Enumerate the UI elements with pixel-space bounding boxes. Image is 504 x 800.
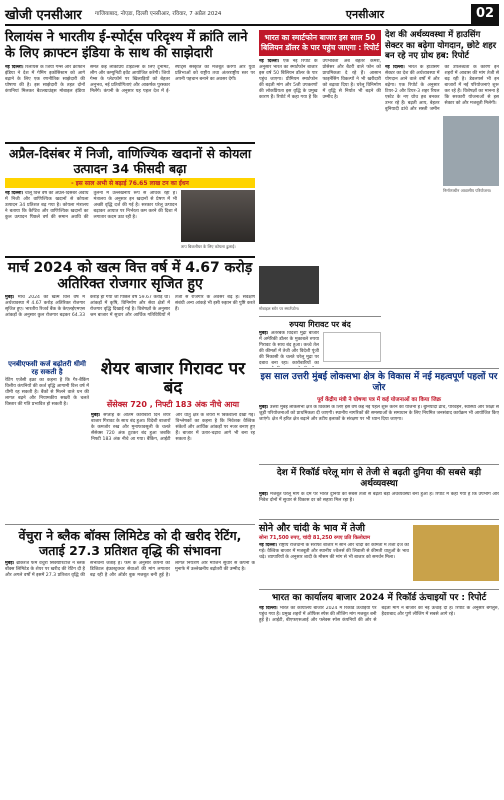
lower-right-region bbox=[259, 368, 499, 730]
story-stock-market bbox=[91, 360, 255, 543]
subhead: सोना 71,500 रुपए, चांदी 81,250 रुपए प्रति किलोग्राम bbox=[259, 535, 370, 541]
photo-caption: निर्माणाधीन आवासीय परियोजना। bbox=[443, 188, 492, 193]
housing-photo bbox=[443, 116, 499, 186]
divider bbox=[5, 524, 255, 525]
headline: सोने और चांदी के भाव में तेजी bbox=[259, 523, 365, 534]
story-rupee bbox=[259, 320, 381, 367]
subhead: सेंसेक्स 720 , निफ्टी 183 अंक नीचे आया bbox=[106, 400, 240, 409]
box-text: रेटिंग एजेंसी इक्रा का कहना है कि गैर-बैंकिंग वित्तीय कंपनियों की कर्ज वृद्धि आगामी वित्त वर्ष में धीमी रह सकती है। बैंकों से मिलने वाले धन की लागत बढ़ने और नियामकीय सख्ती के चलते विस्तार की गति प्रभावित हो सकती है। bbox=[5, 378, 89, 407]
story-text: मार्च 2024 को खत्म वित्त वर्ष में अर्थव्यवस्था में 4.67 करोड़ अतिरिक्त रोजगार सृजित हुए। भारतीय रिजर्व बैंक के केएलईएमएस आंकड़ों के अनुसार कुल रोजगार बढ़कर 64.33 करोड़ हो गया जो पिछले वर्ष 59.67 करोड़ था। आंकड़ों में कृषि, विनिर्माण और सेवा क्षेत्रों में रोजगार वृद्धि दिखाई गई है। विशेषज्ञों के अनुसार श्रम बाजार में सुधार और आर्थिक गतिविधियों में तेजी से रोजगार के अवसर बढ़े हैं। सर्वेक्षण संबंधी अन्य आंकड़े भी इसी रुझान की पुष्टि करते हैं। bbox=[5, 295, 255, 318]
brand-name: खोजी एनसीआर bbox=[5, 8, 82, 23]
dateline: नई दिल्ली। bbox=[259, 543, 278, 548]
story-body bbox=[5, 65, 255, 135]
dateline: नई दिल्ली। bbox=[259, 59, 280, 64]
story-text: एक नई रिपोर्ट के अनुसार भारत का स्मार्टफोन बाजार इस वर्ष 50 बिलियन डॉलर के पार पहुंच जाएगा। प्रीमियम स्मार्टफोन की बढ़ती मांग और 5जी उपकरणों की लोकप्रियता इस वृद्धि के प्रमुख कारण हैं। रिपोर्ट में कहा गया है कि उपभोक्ता अब बेहतर कैमरा, प्रोसेसर और बैटरी वाले फोन को प्राथमिकता दे रहे हैं। आसान फाइनेंसिंग विकल्पों ने भी खरीदारी को बढ़ावा दिया है। घरेलू विनिर्माण में वृद्धि से निर्यात भी बढ़ने की उम्मीद है। bbox=[259, 59, 381, 100]
story-gold bbox=[259, 523, 499, 583]
photo-caption: ताप बिजलीघर के लिए कोयला ढुलाई। bbox=[181, 244, 236, 249]
divider bbox=[259, 589, 499, 590]
dateline: नई दिल्ली। bbox=[259, 606, 278, 611]
story-text: उत्तरी मुंबई लोकसभा क्षेत्र के विकास के लिए इस वर्ष कई नई पहलें शुरू करने की योजना है। बुनियादी ढांचे, परिवहन, स्वास्थ्य और शिक्षा से जुड़ी परियोजनाओं को प्राथमिकता दी जाएगी। स्थानीय नागरिकों की समस्याओं के समाधान के लिए नियमित जनसंवाद कार्यक्रम भी आयोजित किए जाएंगे। क्षेत्र में हरित क्षेत्र बढ़ाने और तटीय इलाकों के संरक्षण पर भी ध्यान दिया जाएगा। bbox=[259, 405, 499, 422]
dateline: मुंबई। bbox=[259, 405, 269, 410]
dateline: मुंबई। bbox=[259, 331, 269, 337]
divider bbox=[259, 519, 499, 520]
headline: अप्रैल-दिसंबर में निजी, वाणिज्यिक खदानों से कोयला उत्पादन 34 फीसदी बढ़ा bbox=[8, 146, 252, 176]
story-body bbox=[5, 191, 177, 253]
story-text: ब्रोकरेज फर्म वेंचुरा सिक्योरिटीज ने ब्लैक बॉक्स लिमिटेड के शेयर पर खरीद की रेटिंग दी है और अगले वर्षों में इसमें 27.3 प्रतिशत वृद्धि की संभावना जताई है। फर्म के अनुसार कंपनी की डिजिटल इंफ्रास्ट्रक्चर सेवाओं की मांग लगातार बढ़ रही है और ऑर्डर बुक मजबूत बनी हुई है। लागत नियंत्रण और मार्जिन सुधार से कंपनी के मुनाफे में उल्लेखनीय बढ़ोतरी की उम्मीद है। bbox=[5, 561, 255, 578]
headline: रिलायंस ने भारतीय ई-स्पोर्ट्स परिदृश्य में क्रांति लाने के लिए क्राफ्टन इंडिया के साथ की साझेदारी bbox=[5, 30, 248, 61]
masthead-dateline: गाजियाबाद, नोएडा, दिल्ली एनसीआर, रविवार, 7 अप्रैल 2024 bbox=[95, 10, 222, 17]
dateline: मुंबई। bbox=[5, 561, 15, 566]
housing-headline: देश की अर्थव्यवस्था में हाउसिंग सेक्टर का बढ़ेगा योगदान, छोटे शहर बन रहे नए ग्रोथ हब: रिपोर्ट bbox=[385, 30, 497, 61]
story-body bbox=[259, 492, 499, 516]
box-headline: एनबीएफसी कर्ज बढ़ोतरी धीमी रह सकती है bbox=[8, 360, 86, 376]
subhead: - इस साल अभी से बढ़ाई 76.65 लाख टन का ईंधन bbox=[5, 178, 255, 188]
smartphone-photo bbox=[259, 266, 319, 304]
story-black-box bbox=[5, 528, 255, 793]
dateline: मुंबई। bbox=[5, 295, 15, 300]
story-body bbox=[259, 331, 319, 367]
headline: देश में रिकॉर्ड घरेलू मांग से तेजी से बढ़ती दुनिया की सबसे बड़ी अर्थव्यवस्था bbox=[276, 468, 482, 489]
headline: मार्च 2024 को खत्म वित्त वर्ष में 4.67 करोड़ अतिरिक्त रोजगार सृजित हुए bbox=[7, 260, 253, 292]
story-text: चालू वित्त वर्ष की अप्रैल-दिसंबर अवधि में निजी और वाणिज्यिक खदानों से कोयला उत्पादन 34 प्रतिशत बढ़ गया है। कोयला मंत्रालय ने बताया कि कैप्टिव और वाणिज्यिक खदानों का कुल उत्पादन पिछले वर्ष की समान अवधि की तुलना में उल्लेखनीय रूप से अधिक रहा है। मंत्रालय के अनुसार इन खदानों से प्रेषण में भी अच्छी वृद्धि दर्ज की गई है। सरकार घरेलू उत्पादन बढ़ाकर आयात पर निर्भरता कम करने की दिशा में लगातार कदम उठा रही है। bbox=[5, 191, 177, 220]
page-number: 02 bbox=[471, 4, 499, 24]
divider bbox=[259, 368, 499, 369]
divider bbox=[259, 316, 381, 317]
content-grid bbox=[5, 30, 499, 796]
rupee-graphic bbox=[323, 332, 381, 362]
dateline: नई दिल्ली। bbox=[5, 191, 24, 196]
divider bbox=[5, 256, 255, 258]
story-coal bbox=[5, 146, 255, 253]
section-name: एनसीआर bbox=[345, 7, 385, 21]
story-reliance bbox=[5, 30, 255, 135]
dateline: मुंबई। bbox=[259, 492, 269, 497]
coal-photo bbox=[181, 190, 255, 242]
story-text: अंतरबैंक विदेशी मुद्रा बाजार में अमेरिकी डॉलर के मुकाबले रुपया गिरावट के साथ बंद हुआ। कच्चे तेल की कीमतों में तेजी और विदेशी पूंजी की निकासी के चलते घरेलू मुद्रा पर दबाव बना रहा। कारोबारियों का bbox=[259, 331, 319, 367]
headline: वेंचुरा ने ब्लैक बॉक्स लिमिटेड को दी खरीद रेटिंग, जताई 27.3 प्रतिशत वृद्धि की संभावना bbox=[18, 528, 242, 558]
story-body bbox=[5, 561, 255, 793]
right-region bbox=[385, 30, 499, 265]
headline: शेयर बाजार गिरावट पर बंद bbox=[100, 359, 246, 398]
story-body bbox=[259, 543, 409, 583]
story-economy bbox=[259, 468, 499, 516]
deck: पूर्व केंद्रीय मंत्री ने घोषणा पत्र में कई योजनाओं का किया जिक्र bbox=[317, 397, 441, 403]
story-text: रिलायंस के जियो गेम्स और क्राफ्टन इंडिया ने देश में गेमिंग इकोसिस्टम को आगे बढ़ाने के लिए एक रणनीतिक साझेदारी की घोषणा की है। इस साझेदारी के तहत दोनों कंपनियां मिलकर बैटलग्राउंड्स मोबाइल इंडिया समेत कई लोकप्रिय टाइटल्स के लिए टूर्नामेंट, लीग और कम्युनिटी इवेंट आयोजित करेंगी। जियो गेम्स के प्लेटफॉर्म पर खिलाड़ियों को बेहतर अनुभव, नई प्रतियोगिताएं और आकर्षक पुरस्कार मिलेंगे। कंपनी के अनुसार यह पहल देश में ई-स्पोर्ट्स संस्कृति को मजबूत करेगी और युवा प्रतिभाओं को राष्ट्रीय तथा अंतरराष्ट्रीय स्तर पर अपनी पहचान बनाने का अवसर देगी। bbox=[5, 65, 255, 94]
dateline: मुंबई। bbox=[91, 413, 101, 418]
photo-caption: मोबाइल स्टोर पर स्मार्टफोन। bbox=[259, 306, 300, 311]
story-text: राष्ट्रीय राजधानी के सर्राफा बाजार में सोने और चांदी की कीमतों में तेजी दर्ज की गई। वैश्विक बाजार में मजबूती और स्थानीय ज्वैलर्स की लिवाली से कीमती धातुओं के भाव चढ़े। व्यापारियों के अनुसार शादी के मौसम की मांग से भी बाजार को समर्थन मिला। bbox=[259, 543, 409, 560]
story-mumbai bbox=[259, 372, 499, 461]
gold-photo bbox=[413, 525, 499, 581]
headline: भारत का कार्यालय बाजार 2024 में रिकॉर्ड ऊंचाइयों पर : रिपोर्ट bbox=[271, 593, 487, 603]
dateline: नई दिल्ली। bbox=[385, 64, 405, 70]
divider bbox=[5, 142, 255, 144]
dateline: नई दिल्ली। bbox=[5, 65, 24, 70]
divider bbox=[259, 464, 499, 465]
nbfc-box bbox=[5, 360, 89, 426]
story-body bbox=[5, 295, 255, 357]
story-text: मजबूत घरेलू मांग के दम पर भारत दुनिया की सबसे तेजी से बढ़ती बड़ी अर्थव्यवस्था बना हुआ है। रिपोर्ट में कहा गया है कि उपभोग और निवेश दोनों में सुधार से विकास दर को सहारा मिल रहा है। bbox=[259, 492, 499, 503]
story-text: भारत का कार्यालय बाजार 2024 में रिकॉर्ड ऊंचाइयों पर पहुंच गया है। प्रमुख शहरों में ऑफिस स्पेस की लीजिंग मांग मजबूत बनी हुई है। आईटी, बीएफएसआई और फ्लेक्स स्पेस कंपनियों की ओर से बढ़ती मांग ने बाजार को नई ऊंचाई दी है। रिपोर्ट के अनुसार बेंगलुरु, हैदराबाद और पुणे लीजिंग में सबसे आगे रहे। bbox=[259, 606, 499, 623]
smartphone-headline: भारत का स्मार्टफोन बाजार इस साल 50 बिलियन डॉलर के पार पहुंच जाएगा : रिपोर्ट bbox=[259, 30, 381, 56]
smartphone-body bbox=[259, 59, 381, 249]
story-text: सप्ताह के अंतिम कारोबारी दिन शेयर बाजार गिरावट के साथ बंद हुआ। विदेशी बाजारों के कमजोर रुख और मुनाफावसूली के चलते सेंसेक्स 720 अंक टूटकर बंद हुआ जबकि निफ्टी 183 अंक नीचे आ गया। बैंकिंग, आईटी और धातु क्षेत्र के शेयरों में बिकवाली देखी गई। विश्लेषकों का कहना है कि निवेशक वैश्विक संकेतों और आर्थिक आंकड़ों पर नजर बनाए हुए हैं। बाजार में उतार-चढ़ाव आगे भी बना रह सकता है। bbox=[91, 413, 255, 442]
story-office-market bbox=[259, 593, 499, 730]
masthead bbox=[5, 4, 499, 26]
middle-region bbox=[259, 30, 381, 367]
headline: इस साल उत्तरी मुंबई लोकसभा क्षेत्र के विकास में नई महत्वपूर्ण पहलों पर जोर bbox=[260, 372, 498, 393]
story-text: भारत के हाउसिंग सेक्टर का देश की अर्थव्यवस्था में योगदान आने वाले वर्षों में और बढ़ेगा। एक रिपोर्ट के अनुसार टियर-2 और टियर-3 शहर रियल एस्टेट के नए ग्रोथ हब बनकर उभर रहे हैं। बढ़ती आय, बेहतर बुनियादी ढांचे और सस्ती जमीन की उपलब्धता के कारण इन शहरों में आवास की मांग तेजी से बढ़ रही है। डेवलपर्स भी इन बाजारों में नई परियोजनाएं शुरू कर रहे हैं। विशेषज्ञों का मानना है कि सरकारी योजनाओं से इस सेक्टर को और मजबूती मिलेगी। bbox=[385, 64, 499, 112]
story-body bbox=[259, 606, 499, 730]
story-body bbox=[259, 405, 499, 461]
headline: रुपया गिरावट पर बंद bbox=[289, 320, 351, 329]
